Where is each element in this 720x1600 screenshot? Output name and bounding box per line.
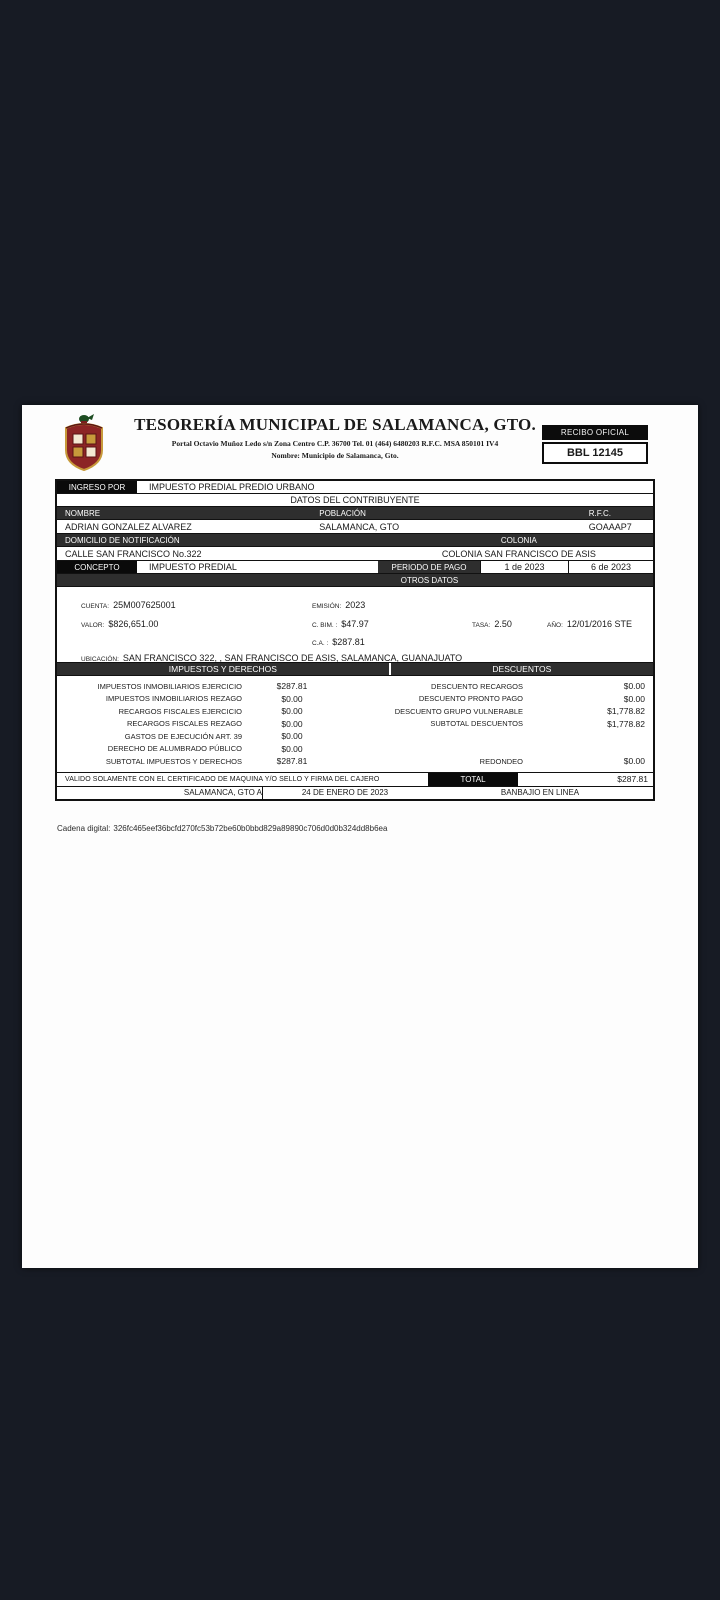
ano-value: 12/01/2016 STE	[566, 619, 632, 629]
impuesto-amount: $0.00	[281, 718, 303, 729]
receipt-number: BBL 12145	[542, 442, 648, 464]
payment-method: BANBAJIO EN LINEA	[500, 788, 580, 797]
nombre-header: NOMBRE	[65, 508, 101, 518]
cadena-digital	[57, 824, 387, 833]
periodo-de-pago-label: PERIODO DE PAGO	[378, 561, 480, 573]
concepto-label: CONCEPTO	[57, 561, 137, 573]
impuesto-label: IMPUESTOS INMOBILIARIOS REZAGO	[105, 694, 242, 704]
periodo-inicio: 1 de 2023	[480, 561, 568, 573]
table-row	[391, 718, 653, 731]
domicilio-value: CALLE SAN FRANCISCO No.322	[65, 548, 202, 559]
redondeo-label: REDONDEO	[479, 756, 523, 766]
otros-datos-title-row	[57, 574, 653, 587]
emision-field	[312, 595, 365, 613]
valid-note: VALIDO SOLAMENTE CON EL CERTIFICADO DE MAQUINA Y/O SELLO Y FIRMA DEL CAJERO	[65, 775, 380, 783]
impuesto-amount: $0.00	[281, 743, 303, 754]
table-row	[391, 705, 653, 718]
impuesto-label: GASTOS DE EJECUCIÓN ART. 39	[124, 731, 242, 741]
impuesto-label: RECARGOS FISCALES REZAGO	[126, 719, 242, 729]
receipt-page	[22, 405, 698, 1268]
impuestos-column	[57, 680, 391, 768]
cadena-digital-value: 326fc465eef36bcfd270fc53b72be60b0bbd829a89890c706d0d0b324dd8b6ea	[113, 824, 388, 833]
ingreso-por-label: INGRESO POR	[57, 481, 137, 493]
ca-value: $287.81	[332, 637, 365, 647]
cbim-field	[312, 614, 369, 632]
cbim-value: $47.97	[341, 619, 369, 629]
table-row	[57, 730, 391, 743]
subtotal-descuentos-label: SUBTOTAL DESCUENTOS	[430, 719, 523, 729]
official-receipt-box	[542, 425, 648, 464]
nombre-value: ADRIAN GONZALEZ ALVAREZ	[65, 521, 192, 532]
table-row	[57, 680, 391, 693]
datos-contribuyente-title	[57, 494, 653, 507]
subtotal-impuestos-label: SUBTOTAL IMPUESTOS Y DERECHOS	[105, 756, 242, 766]
valor-field	[81, 614, 158, 632]
header-address: Portal Octavio Muñoz Ledo s/n Zona Centro C.P. 36700 Tel. 01 (464) 6480203 R.F.C. MSA 850101 IV4	[171, 439, 499, 448]
ca-label: C.A. :	[312, 640, 329, 647]
ubicacion-label: UBICACIÓN:	[81, 656, 119, 663]
table-row	[57, 755, 391, 768]
subtotal-descuentos-amount: $1,778.82	[607, 718, 645, 729]
descuentos-column	[391, 680, 653, 768]
tasa-label: TASA:	[472, 622, 491, 629]
contribuyente-header-row	[57, 507, 653, 520]
date-value: 24 DE ENERO DE 2023	[262, 787, 427, 799]
impuesto-amount: $0.00	[281, 693, 303, 704]
total-amount: $287.81	[617, 774, 648, 784]
table-row	[391, 680, 653, 693]
descuento-label: DESCUENTO PRONTO PAGO	[418, 694, 523, 704]
redondeo-amount: $0.00	[623, 756, 645, 767]
poblacion-value: SALAMANCA, GTO	[319, 521, 400, 532]
ubicacion-field	[81, 648, 462, 666]
document-header	[22, 405, 698, 477]
cuenta-value: 25M007625001	[113, 600, 176, 610]
ano-field	[547, 614, 632, 632]
impuesto-amount: $0.00	[281, 731, 303, 742]
place-label: SALAMANCA, GTO A	[183, 788, 262, 797]
salamanca-coat-of-arms-logo	[60, 412, 108, 472]
table-row	[57, 743, 391, 756]
impuesto-label: RECARGOS FISCALES EJERCICIO	[118, 706, 242, 716]
header-text	[110, 415, 560, 460]
table-row	[57, 718, 391, 731]
rfc-value: GOAAAP7	[588, 521, 632, 532]
valido-total-row	[57, 773, 653, 787]
concepto-row	[57, 561, 653, 574]
spacer-row	[391, 730, 653, 743]
valor-value: $826,651.00	[108, 619, 159, 629]
valor-label: VALOR:	[81, 622, 105, 629]
otros-datos-title: OTROS DATOS	[400, 576, 459, 585]
tasa-value: 2.50	[494, 619, 512, 629]
impuesto-label: DERECHO DE ALUMBRADO PÚBLICO	[107, 744, 242, 754]
cuenta-field	[81, 595, 176, 613]
cadena-digital-label: Cadena digital:	[57, 824, 111, 833]
emision-label: EMISIÓN:	[312, 603, 342, 610]
total-label: TOTAL	[428, 773, 518, 786]
ubicacion-value: SAN FRANCISCO 322, , SAN FRANCISCO DE ASIS, SALAMANCA, GUANAJUATO	[122, 653, 463, 663]
rfc-header: R.F.C.	[588, 508, 612, 518]
cuenta-label: CUENTA:	[81, 603, 110, 610]
domicilio-header: DOMICILIO DE NOTIFICACIÓN	[65, 535, 180, 545]
date-row	[57, 787, 653, 799]
receipt-label: RECIBO OFICIAL	[542, 425, 648, 440]
table-row	[391, 755, 653, 768]
descuento-amount: $0.00	[623, 681, 645, 692]
domicilio-values-row	[57, 547, 653, 561]
spacer-row	[391, 743, 653, 756]
descuento-amount: $0.00	[623, 693, 645, 704]
descuento-label: DESCUENTO RECARGOS	[431, 681, 523, 691]
ano-label: AÑO:	[547, 622, 563, 629]
table-row	[57, 705, 391, 718]
periodo-fin: 6 de 2023	[568, 561, 653, 573]
poblacion-header: POBLACIÓN	[319, 508, 366, 518]
descuento-label: DESCUENTO GRUPO VULNERABLE	[394, 706, 523, 716]
cbim-label: C. BIM. :	[312, 622, 338, 629]
header-name-line: Nombre: Municipio de Salamanca, Gto.	[271, 451, 399, 460]
contribuyente-values-row	[57, 520, 653, 534]
table-row	[57, 693, 391, 706]
amounts-body	[57, 676, 653, 773]
otros-datos-content	[57, 587, 653, 663]
section-title: DATOS DEL CONTRIBUYENTE	[290, 495, 420, 505]
subtotal-impuestos-amount: $287.81	[276, 756, 308, 767]
tasa-field	[472, 614, 512, 632]
ingreso-row	[57, 481, 653, 494]
descuento-amount: $1,778.82	[607, 706, 645, 717]
descuentos-section-title: DESCUENTOS	[391, 663, 653, 675]
page-title: TESORERÍA MUNICIPAL DE SALAMANCA, GTO.	[134, 415, 536, 434]
colonia-header: COLONIA	[500, 535, 537, 545]
table-row	[391, 693, 653, 706]
receipt-table	[55, 479, 655, 801]
impuestos-section-title: IMPUESTOS Y DERECHOS	[57, 663, 391, 675]
impuesto-label: IMPUESTOS INMOBILIARIOS EJERCICIO	[97, 681, 242, 691]
colonia-value: COLONIA SAN FRANCISCO DE ASIS	[441, 548, 596, 559]
concepto-value: IMPUESTO PREDIAL	[149, 562, 237, 572]
domicilio-header-row	[57, 534, 653, 547]
impuesto-amount: $287.81	[276, 681, 308, 692]
impuesto-amount: $0.00	[281, 706, 303, 717]
emision-value: 2023	[345, 600, 366, 610]
ingreso-por-value: IMPUESTO PREDIAL PREDIO URBANO	[149, 482, 315, 492]
